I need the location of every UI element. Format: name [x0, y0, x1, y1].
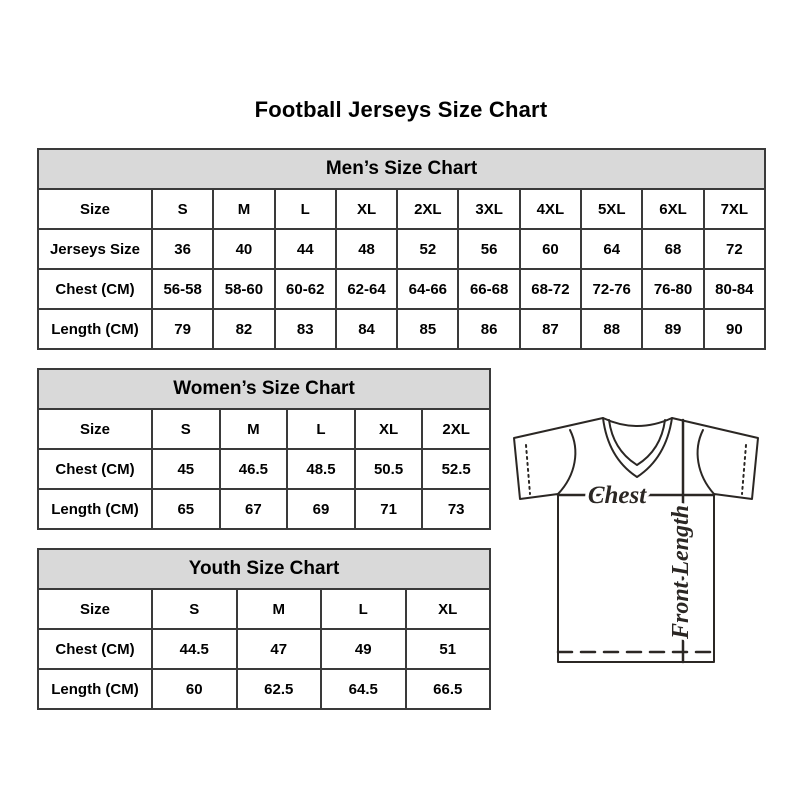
table-cell: 52.5 — [422, 449, 490, 489]
row-label: Size — [38, 589, 152, 629]
table-row — [38, 489, 490, 529]
table-cell: L — [321, 589, 406, 629]
table-cell: S — [152, 189, 213, 229]
table-cell: 48 — [336, 229, 397, 269]
table-cell: 46.5 — [220, 449, 288, 489]
table-cell: 56-58 — [152, 269, 213, 309]
table-cell: 2XL — [422, 409, 490, 449]
table-cell: XL — [406, 589, 491, 629]
table-cell: 64-66 — [397, 269, 458, 309]
table-cell: 69 — [287, 489, 355, 529]
table-cell: 76-80 — [642, 269, 703, 309]
table-cell: 82 — [213, 309, 274, 349]
table-cell: 62-64 — [336, 269, 397, 309]
youth-table-title: Youth Size Chart — [38, 549, 490, 589]
row-label: Size — [38, 409, 152, 449]
row-label: Chest (CM) — [38, 269, 152, 309]
table-row — [38, 449, 490, 489]
table-cell: L — [287, 409, 355, 449]
table-cell: 3XL — [458, 189, 519, 229]
table-cell: 64.5 — [321, 669, 406, 709]
table-cell: 72 — [704, 229, 765, 269]
table-cell: 60 — [520, 229, 581, 269]
table-cell: 36 — [152, 229, 213, 269]
table-cell: 62.5 — [237, 669, 322, 709]
table-header-row — [38, 549, 490, 589]
table-cell: 73 — [422, 489, 490, 529]
table-cell: 85 — [397, 309, 458, 349]
row-label: Length (CM) — [38, 309, 152, 349]
table-cell: 64 — [581, 229, 642, 269]
youth-size-table — [37, 548, 491, 710]
table-cell: 48.5 — [287, 449, 355, 489]
table-cell: 60 — [152, 669, 237, 709]
table-cell: 66.5 — [406, 669, 491, 709]
table-cell: 58-60 — [213, 269, 274, 309]
table-cell: 51 — [406, 629, 491, 669]
table-cell: S — [152, 589, 237, 629]
table-cell: 47 — [237, 629, 322, 669]
table-cell: 68-72 — [520, 269, 581, 309]
chest-label: Chest — [587, 482, 647, 509]
table-cell: 6XL — [642, 189, 703, 229]
table-row — [38, 629, 490, 669]
table-cell: 90 — [704, 309, 765, 349]
table-cell: S — [152, 409, 220, 449]
table-row — [38, 189, 765, 229]
table-cell: XL — [355, 409, 423, 449]
table-cell: 2XL — [397, 189, 458, 229]
jersey-outline — [514, 418, 758, 662]
table-cell: M — [220, 409, 288, 449]
table-cell: 60-62 — [275, 269, 336, 309]
table-cell: 72-76 — [581, 269, 642, 309]
table-cell: 44 — [275, 229, 336, 269]
table-cell: 80-84 — [704, 269, 765, 309]
table-cell: 5XL — [581, 189, 642, 229]
table-cell: 68 — [642, 229, 703, 269]
row-label: Chest (CM) — [38, 449, 152, 489]
table-cell: 52 — [397, 229, 458, 269]
table-cell: 65 — [152, 489, 220, 529]
table-cell: 67 — [220, 489, 288, 529]
table-cell: 49 — [321, 629, 406, 669]
row-label: Jerseys Size — [38, 229, 152, 269]
table-cell: 7XL — [704, 189, 765, 229]
table-cell: M — [237, 589, 322, 629]
mens-table-title: Men’s Size Chart — [38, 149, 765, 189]
row-label: Chest (CM) — [38, 629, 152, 669]
table-cell: 4XL — [520, 189, 581, 229]
page-title: Football Jerseys Size Chart — [254, 97, 548, 122]
table-header-row — [38, 149, 765, 189]
table-cell: 40 — [213, 229, 274, 269]
table-cell: 56 — [458, 229, 519, 269]
table-header-row — [38, 369, 490, 409]
table-row — [38, 409, 490, 449]
table-cell: 84 — [336, 309, 397, 349]
table-cell: 88 — [581, 309, 642, 349]
table-cell: 50.5 — [355, 449, 423, 489]
table-cell: L — [275, 189, 336, 229]
row-label: Length (CM) — [38, 489, 152, 529]
table-cell: M — [213, 189, 274, 229]
table-row — [38, 229, 765, 269]
table-cell: 86 — [458, 309, 519, 349]
jersey-measurement-diagram — [500, 400, 772, 685]
table-cell: 87 — [520, 309, 581, 349]
table-cell: XL — [336, 189, 397, 229]
table-cell: 71 — [355, 489, 423, 529]
table-cell: 83 — [275, 309, 336, 349]
mens-size-table — [37, 148, 766, 350]
row-label: Size — [38, 189, 152, 229]
table-cell: 66-68 — [458, 269, 519, 309]
table-cell: 89 — [642, 309, 703, 349]
table-cell: 44.5 — [152, 629, 237, 669]
table-row — [38, 669, 490, 709]
table-row — [38, 589, 490, 629]
table-row — [38, 309, 765, 349]
table-cell: 79 — [152, 309, 213, 349]
row-label: Length (CM) — [38, 669, 152, 709]
womens-size-table — [37, 368, 491, 530]
womens-table-title: Women’s Size Chart — [38, 369, 490, 409]
table-cell: 45 — [152, 449, 220, 489]
front-length-label: Front Length — [668, 504, 694, 640]
table-row — [38, 269, 765, 309]
